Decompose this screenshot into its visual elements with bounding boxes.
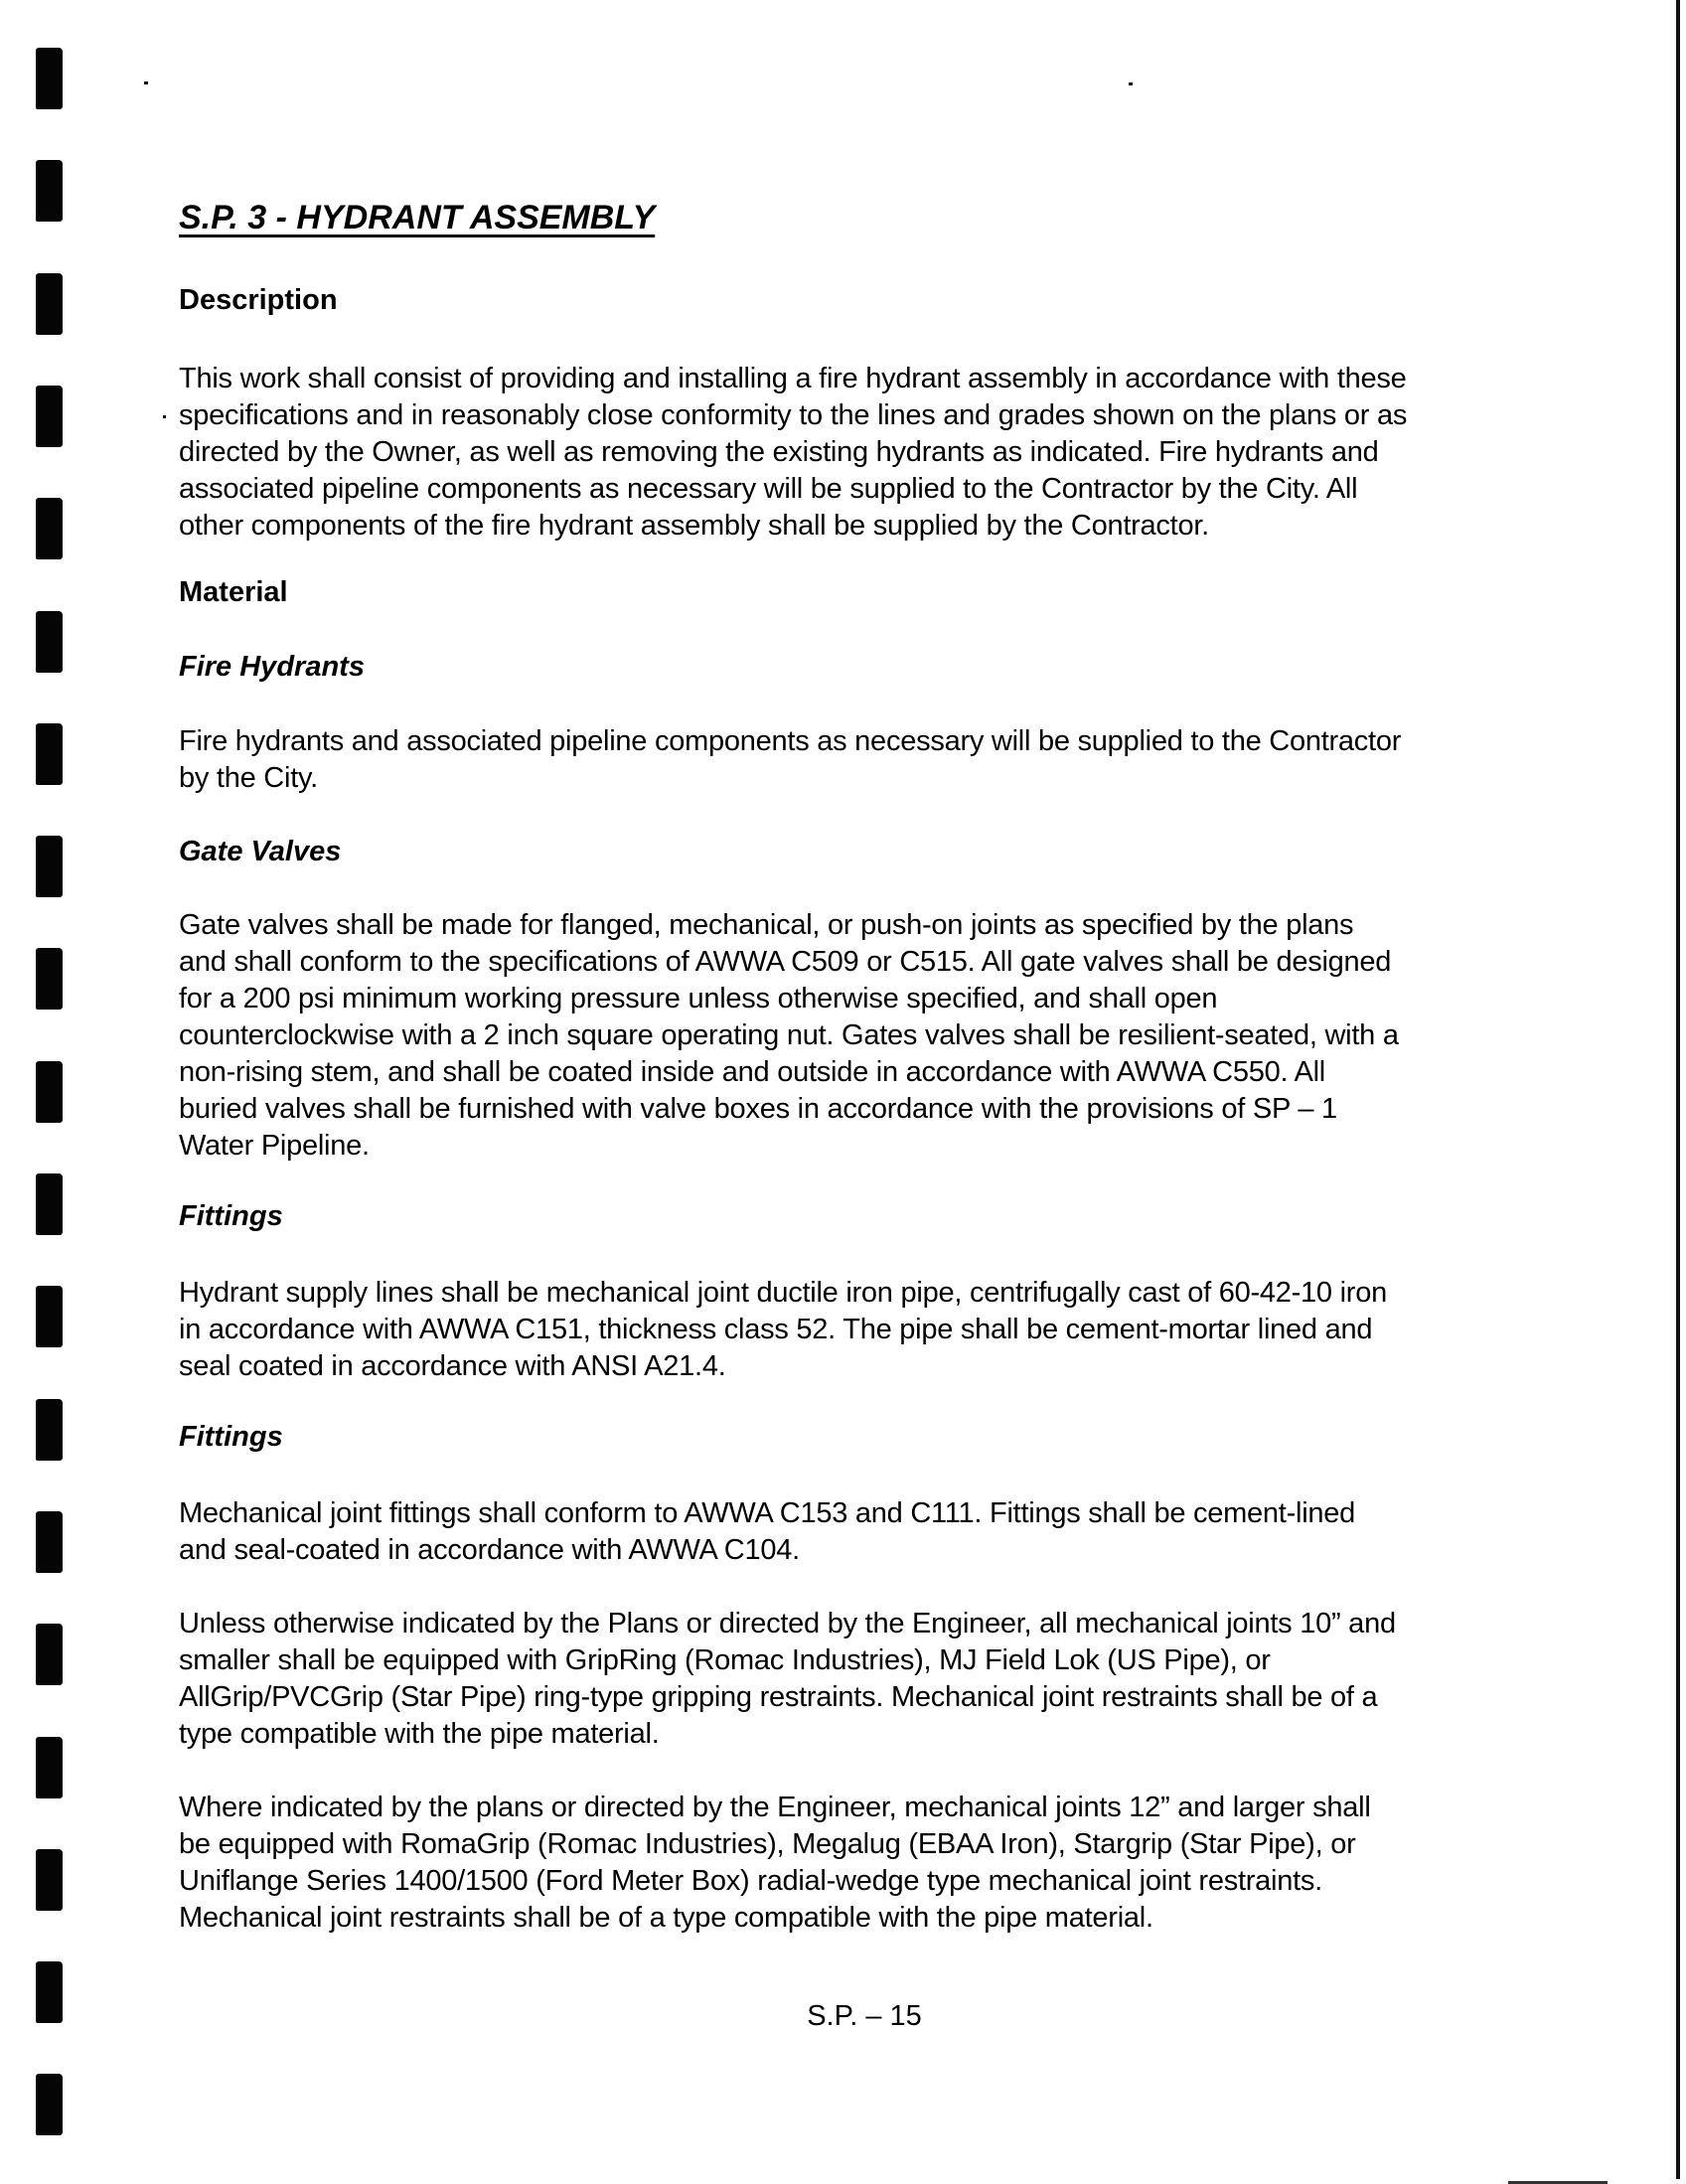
- paragraph-large-joint-restraints: [179, 1790, 1590, 1937]
- punch-hole-shadow-icon: [36, 498, 63, 559]
- text-line: Water Pipeline.: [179, 1130, 370, 1162]
- text-line: buried valves shall be furnished with valve boxes in accordance with the provisions of SP – 1: [179, 1093, 1337, 1125]
- punch-hole-shadow-icon: [36, 48, 63, 109]
- heading-material: Material: [179, 576, 288, 608]
- text-line: Mechanical joint fittings shall conform to AWWA C153 and C111. Fittings shall be cement-lined: [179, 1497, 1356, 1529]
- text-line: Mechanical joint restraints shall be of a type compatible with the pipe material.: [179, 1902, 1153, 1934]
- punch-hole-shadow-icon: [36, 723, 63, 785]
- punch-hole-shadow-icon: [36, 2074, 63, 2135]
- text-line: for a 200 psi minimum working pressure unless otherwise specified, and shall open: [179, 983, 1218, 1014]
- page-edge-line-icon: [1676, 0, 1680, 2179]
- scan-speck: [1129, 82, 1133, 85]
- text-line: in accordance with AWWA C151, thickness class 52. The pipe shall be cement-mortar lined and: [179, 1314, 1373, 1345]
- scan-speck: [144, 81, 148, 84]
- text-line: counterclockwise with a 2 inch square operating nut. Gates valves shall be resilient-seated, with a: [179, 1019, 1399, 1051]
- text-line: smaller shall be equipped with GripRing (Romac Industries), MJ Field Lok (US Pipe), or: [179, 1644, 1271, 1676]
- text-line: Unless otherwise indicated by the Plans or directed by the Engineer, all mechanical joints 10” and: [179, 1608, 1396, 1639]
- punch-hole-shadow-icon: [36, 1173, 63, 1235]
- text-line: Uniflange Series 1400/1500 (Ford Meter Box) radial-wedge type mechanical joint restraints.: [179, 1865, 1322, 1897]
- subheading-fittings: Fittings: [179, 1421, 283, 1453]
- subheading-gate-valves: Gate Valves: [179, 836, 342, 867]
- text-line: and shall conform to the specifications of AWWA C509 or C515. All gate valves shall be designed: [179, 946, 1392, 978]
- text-line: Gate valves shall be made for flanged, mechanical, or push-on joints as specified by the plans: [179, 909, 1354, 941]
- paragraph-fire-hydrants: [179, 723, 1590, 797]
- paragraph-small-joint-restraints: [179, 1606, 1590, 1753]
- punch-hole-shadow-icon: [36, 1511, 63, 1573]
- text-line: Fire hydrants and associated pipeline components as necessary will be supplied to the Contractor: [179, 725, 1402, 757]
- punch-hole-shadow-icon: [36, 160, 63, 222]
- heading-description: Description: [179, 284, 338, 316]
- text-line: Hydrant supply lines shall be mechanical joint ductile iron pipe, centrifugally cast of 60-42-10 iron: [179, 1277, 1387, 1309]
- punch-hole-shadow-icon: [36, 1061, 63, 1123]
- paragraph-description: [179, 361, 1590, 545]
- text-line: directed by the Owner, as well as removing the existing hydrants as indicated. Fire hydrants and: [179, 436, 1379, 468]
- punch-hole-shadow-icon: [36, 386, 63, 447]
- text-line: and seal-coated in accordance with AWWA C104.: [179, 1534, 800, 1566]
- paragraph-supply-lines: [179, 1275, 1590, 1385]
- text-line: be equipped with RomaGrip (Romac Industries), Megalug (EBAA Iron), Stargrip (Star Pipe), or: [179, 1828, 1356, 1860]
- punch-hole-shadow-icon: [36, 836, 63, 897]
- text-line: AllGrip/PVCGrip (Star Pipe) ring-type gripping restraints. Mechanical joint restraints shall be of a: [179, 1681, 1378, 1713]
- text-line: type compatible with the pipe material.: [179, 1718, 660, 1750]
- punch-hole-shadow-icon: [36, 273, 63, 335]
- paragraph-mj-fittings: [179, 1495, 1590, 1569]
- page-title: S.P. 3 - HYDRANT ASSEMBLY: [179, 199, 656, 236]
- page-number: S.P. – 15: [807, 2000, 922, 2032]
- punch-hole-shadow-icon: [36, 1624, 63, 1685]
- text-line: other components of the fire hydrant assembly shall be supplied by the Contractor.: [179, 510, 1209, 542]
- text-line: seal coated in accordance with ANSI A21.4.: [179, 1350, 726, 1382]
- scan-speck: [163, 415, 166, 418]
- text-line: specifications and in reasonably close conformity to the lines and grades shown on the plans or as: [179, 399, 1408, 431]
- text-line: associated pipeline components as necessary will be supplied to the Contractor by the City. All: [179, 473, 1358, 505]
- punch-hole-shadow-icon: [36, 1399, 63, 1461]
- text-line: Where indicated by the plans or directed by the Engineer, mechanical joints 12” and larger shall: [179, 1792, 1371, 1823]
- text-line: by the City.: [179, 762, 318, 794]
- text-line: This work shall consist of providing and installing a fire hydrant assembly in accordance with these: [179, 363, 1407, 394]
- punch-hole-shadow-icon: [36, 611, 63, 673]
- paragraph-gate-valves: [179, 907, 1590, 1165]
- punch-hole-shadow-icon: [36, 948, 63, 1010]
- punch-hole-shadow-icon: [36, 1737, 63, 1798]
- subheading-fire-hydrants: Fire Hydrants: [179, 651, 365, 683]
- punch-hole-shadow-icon: [36, 1286, 63, 1347]
- subheading-fittings: Fittings: [179, 1200, 283, 1232]
- text-line: non-rising stem, and shall be coated inside and outside in accordance with AWWA C550. All: [179, 1056, 1325, 1088]
- punch-hole-shadow-icon: [36, 1849, 63, 1911]
